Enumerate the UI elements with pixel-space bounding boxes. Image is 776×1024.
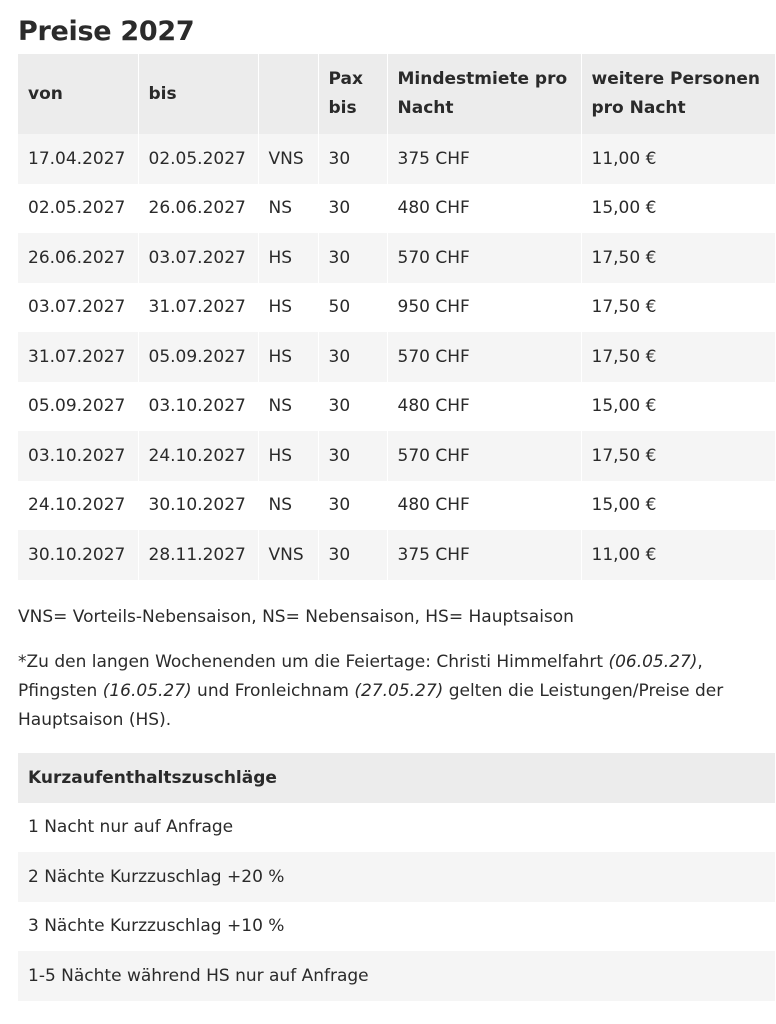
cell-season: NS [258, 382, 318, 432]
cell-von: 03.07.2027 [18, 283, 138, 333]
cell-bis: 02.05.2027 [138, 134, 258, 184]
cell-bis: 26.06.2027 [138, 184, 258, 234]
cell-min-rent: 570 CHF [387, 233, 581, 283]
cell-season: VNS [258, 134, 318, 184]
header-von: von [18, 54, 138, 134]
cell-extra-persons: 17,50 € [581, 431, 775, 481]
cell-von: 03.10.2027 [18, 431, 138, 481]
table-row [18, 431, 775, 481]
cell-bis: 03.10.2027 [138, 382, 258, 432]
cell-min-rent: 375 CHF [387, 530, 581, 580]
header-bis: bis [138, 54, 258, 134]
cell-pax: 30 [318, 382, 387, 432]
cell-extra-persons: 11,00 € [581, 134, 775, 184]
cell-bis: 24.10.2027 [138, 431, 258, 481]
cell-pax: 50 [318, 283, 387, 333]
cell-extra-persons: 15,00 € [581, 382, 775, 432]
cell-von: 26.06.2027 [18, 233, 138, 283]
table-row [18, 481, 775, 531]
cell-season: HS [258, 283, 318, 333]
cell-von: 24.10.2027 [18, 481, 138, 531]
cell-extra-persons: 15,00 € [581, 481, 775, 531]
table-row [18, 803, 775, 853]
cell-min-rent: 480 CHF [387, 382, 581, 432]
cell-season: HS [258, 332, 318, 382]
header-min-rent: Mindestmiete pro Nacht [387, 54, 581, 134]
cell-bis: 31.07.2027 [138, 283, 258, 333]
header-extra-persons: weitere Personen pro Nacht [581, 54, 775, 134]
header-pax: Pax bis [318, 54, 387, 134]
surcharge-item: 1 Nacht nur auf Anfrage [18, 803, 775, 853]
cell-extra-persons: 11,00 € [581, 530, 775, 580]
cell-min-rent: 570 CHF [387, 431, 581, 481]
cell-bis: 05.09.2027 [138, 332, 258, 382]
cell-season: NS [258, 184, 318, 234]
cell-season: VNS [258, 530, 318, 580]
cell-extra-persons: 15,00 € [581, 184, 775, 234]
cell-von: 31.07.2027 [18, 332, 138, 382]
surcharge-item: 1-5 Nächte während HS nur auf Anfrage [18, 951, 775, 1001]
cell-von: 30.10.2027 [18, 530, 138, 580]
holiday-note [18, 648, 758, 735]
season-legend: VNS= Vorteils-Nebensaison, NS= Nebensaison, HS= Hauptsaison [18, 606, 574, 627]
cell-pax: 30 [318, 184, 387, 234]
cell-von: 02.05.2027 [18, 184, 138, 234]
table-row [18, 184, 775, 234]
surcharge-header: Kurzaufenthaltszuschläge [18, 753, 775, 803]
surcharge-item: 2 Nächte Kurzzuschlag +20 % [18, 852, 775, 902]
price-table [18, 54, 775, 580]
cell-min-rent: 375 CHF [387, 134, 581, 184]
note-date-1: (06.05.27) [608, 651, 698, 672]
surcharge-table [18, 753, 775, 1001]
cell-extra-persons: 17,50 € [581, 233, 775, 283]
surcharge-table-header [18, 753, 775, 803]
cell-von: 05.09.2027 [18, 382, 138, 432]
note-date-2: (16.05.27) [102, 680, 192, 701]
table-row [18, 852, 775, 902]
cell-season: NS [258, 481, 318, 531]
cell-min-rent: 950 CHF [387, 283, 581, 333]
table-row [18, 382, 775, 432]
note-text-2: , Pfingsten [18, 651, 703, 701]
cell-pax: 30 [318, 481, 387, 531]
cell-pax: 30 [318, 530, 387, 580]
page-title: Preise 2027 [18, 16, 195, 47]
note-date-3: (27.05.27) [354, 680, 444, 701]
cell-von: 17.04.2027 [18, 134, 138, 184]
cell-season: HS [258, 233, 318, 283]
cell-season: HS [258, 431, 318, 481]
cell-pax: 30 [318, 233, 387, 283]
table-row [18, 233, 775, 283]
note-text-4: gelten die Leistungen/Preise der Hauptsaison (HS). [18, 680, 724, 730]
table-row [18, 283, 775, 333]
cell-extra-persons: 17,50 € [581, 332, 775, 382]
cell-bis: 28.11.2027 [138, 530, 258, 580]
cell-pax: 30 [318, 134, 387, 184]
cell-min-rent: 570 CHF [387, 332, 581, 382]
surcharge-item: 3 Nächte Kurzzuschlag +10 % [18, 902, 775, 952]
header-season [258, 54, 318, 134]
table-row [18, 951, 775, 1001]
cell-extra-persons: 17,50 € [581, 283, 775, 333]
table-row [18, 530, 775, 580]
cell-pax: 30 [318, 431, 387, 481]
cell-min-rent: 480 CHF [387, 184, 581, 234]
cell-min-rent: 480 CHF [387, 481, 581, 531]
cell-pax: 30 [318, 332, 387, 382]
note-text-3: und Fronleichnam [191, 680, 355, 701]
note-text-1: *Zu den langen Wochenenden um die Feiertage: Christi Himmelfahrt [18, 651, 609, 672]
cell-bis: 03.07.2027 [138, 233, 258, 283]
cell-bis: 30.10.2027 [138, 481, 258, 531]
table-row [18, 902, 775, 952]
table-row [18, 134, 775, 184]
price-table-header [18, 54, 775, 134]
table-row [18, 332, 775, 382]
